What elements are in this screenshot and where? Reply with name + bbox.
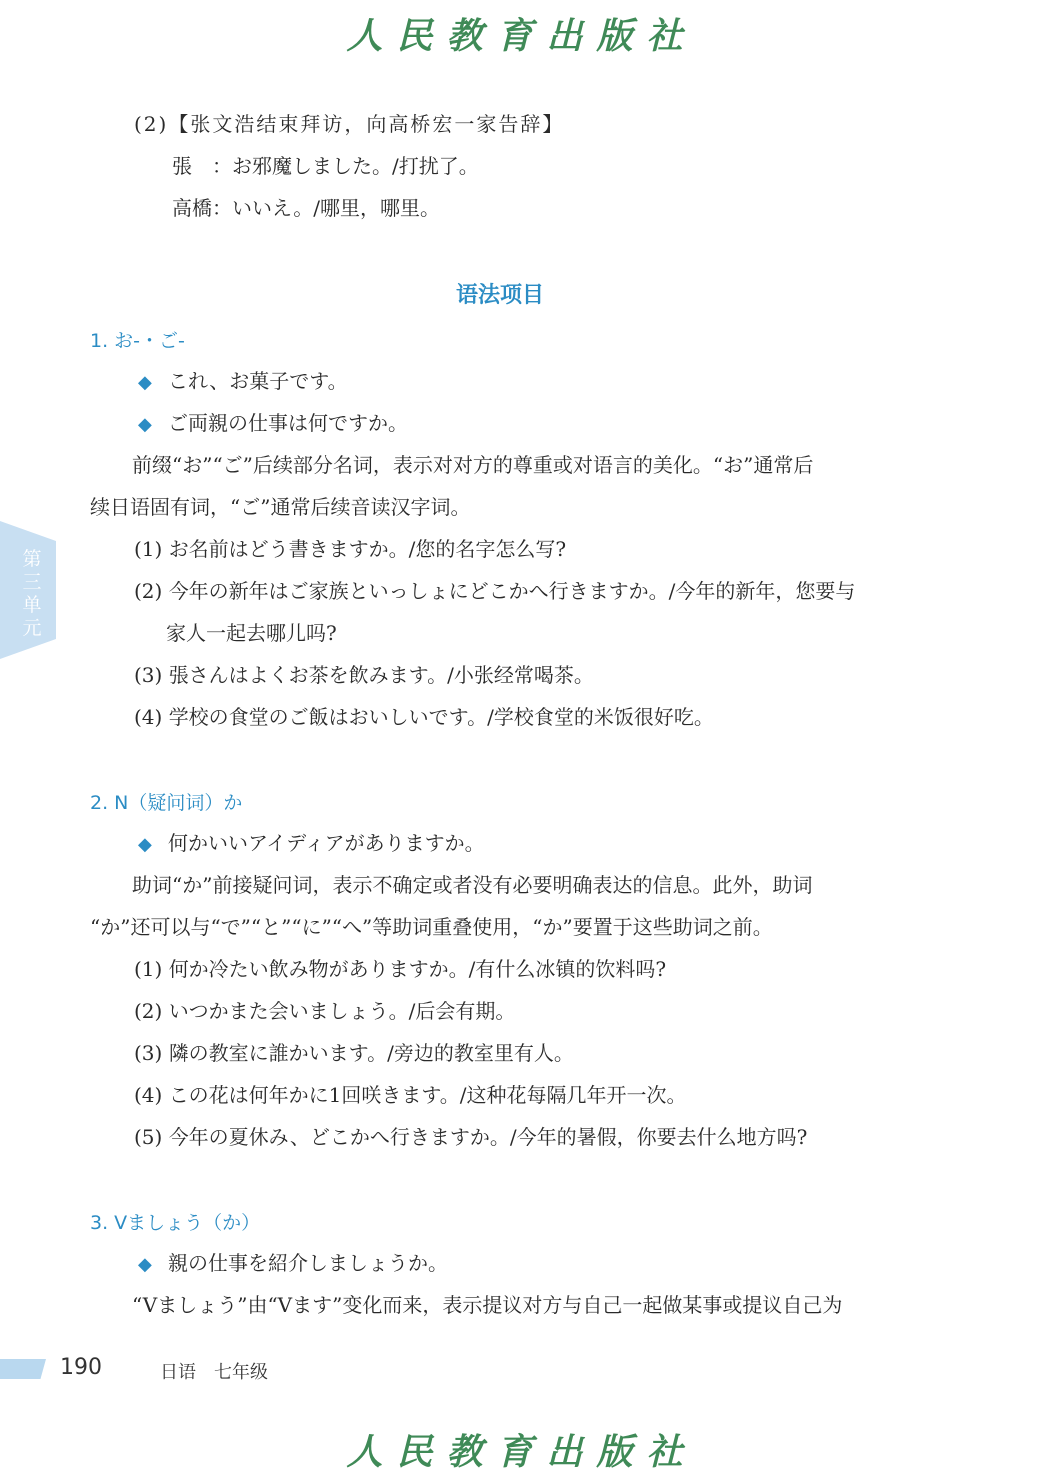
dialogue-title: (2)【张文浩结束拜访，向高桥宏一家告辞】: [134, 112, 565, 136]
dialogue-line: 張 ：お邪魔しました。/打扰了。: [172, 154, 479, 178]
footer-book-title: 日语 七年级: [160, 1362, 268, 1383]
diamond-icon: ◆: [138, 414, 152, 435]
page-number: 190: [60, 1355, 102, 1380]
diamond-icon: ◆: [138, 372, 152, 393]
example-sentence: 家人一起去哪儿吗?: [166, 621, 337, 645]
footer-accent-bar: [0, 1359, 46, 1379]
publisher-logo-top: 人民教育出版社: [346, 15, 697, 57]
example-sentence: (5) 今年の夏休み、どこかへ行きますか。/今年的暑假，你要去什么地方吗?: [134, 1125, 808, 1149]
example-bullet: ◆ 親の仕事を紹介しましょうか。: [138, 1250, 448, 1278]
dialogue-line: 高橋：いいえ。/哪里，哪里。: [172, 196, 440, 220]
publisher-logo-bottom: 人民教育出版社: [346, 1431, 697, 1473]
unit-side-tab-label: 第三单元: [22, 548, 42, 639]
explanation-line: 助词“か”前接疑问词，表示不确定或者没有必要明确表达的信息。此外，助词: [132, 873, 813, 897]
example-sentence: (4) 学校の食堂のご飯はおいしいです。/学校食堂的米饭很好吃。: [134, 705, 714, 729]
section-title: 语法项目: [455, 283, 544, 308]
example-bullet: ◆ ご両親の仕事は何ですか。: [138, 410, 408, 438]
example-bullet: ◆ 何かいいアイディアがありますか。: [138, 830, 485, 858]
example-sentence: (2) 今年の新年はご家族といっしょにどこかへ行きますか。/今年的新年，您要与: [134, 579, 856, 603]
example-sentence: (3) 隣の教室に誰かいます。/旁边的教室里有人。: [134, 1041, 574, 1065]
explanation-line: “か”还可以与“で”“と”“に”“へ”等助词重叠使用，“か”要置于这些助词之前。: [90, 915, 773, 939]
example-sentence: (1) 何か冷たい飲み物がありますか。/有什么冰镇的饮料吗?: [134, 957, 667, 981]
example-sentence: (3) 張さんはよくお茶を飲みます。/小张经常喝茶。: [134, 663, 594, 687]
explanation-line: 前缀“お”“ご”后续部分名词，表示对对方的尊重或对语言的美化。“お”通常后: [132, 453, 814, 477]
example-sentence: (2) いつかまた会いましょう。/后会有期。: [134, 999, 516, 1023]
explanation-line: 续日语固有词，“ご”通常后续音读汉字词。: [90, 495, 471, 519]
grammar-heading-1: 1. お-・ご-: [90, 330, 185, 352]
example-sentence: (4) この花は何年かに1回咲きます。/这种花每隔几年开一次。: [134, 1083, 687, 1107]
example-bullet: ◆ これ、お菓子です。: [138, 368, 348, 396]
example-sentence: (1) お名前はどう書きますか。/您的名字怎么写?: [134, 537, 567, 561]
explanation-line: “Vましょう”由“Vます”变化而来，表示提议对方与自己一起做某事或提议自己为: [132, 1293, 843, 1317]
grammar-heading-3: 3. Vましょう（か）: [90, 1212, 261, 1234]
diamond-icon: ◆: [138, 1254, 152, 1275]
diamond-icon: ◆: [138, 834, 152, 855]
grammar-heading-2: 2. N（疑问词）か: [90, 792, 243, 814]
